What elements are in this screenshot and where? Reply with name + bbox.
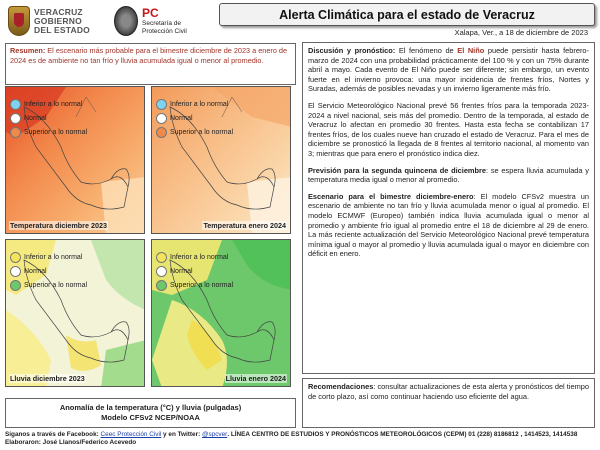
legend-label: Inferior a lo normal: [170, 100, 229, 108]
warm-dot-icon: [10, 127, 21, 138]
rain-legend: [156, 250, 233, 292]
smn-paragraph: El Servicio Meteorológico Nacional prevé 56 frentes fríos para la temporada 2023-2024 a nivel nacional, seis más del promedio. Dentro de la temporada, al estado de Veracruz lo afectan en promedio 30 frentes. Hasta esta fecha se contabilizan 17 frentes fríos, de los cuales nueve han cruzado el estado de Veracruz. Para el mes de diciembre se pronosticó la llegada de 8 frentes al territorio nacional, al momento van 3; mientras que para enero el pronóstico indica diez.: [308, 100, 589, 158]
escenario-label: Escenario para el bimestre diciembre-enero: [308, 191, 474, 201]
summary-text: El escenario más probable para el bimestre diciembre de 2023 a enero de 2024 es de ambiente no tan frío y lluvia acumulada igual o menor al promedio.: [10, 46, 288, 65]
logo-line-2: GOBIERNO: [34, 15, 82, 26]
proteccion-civil-emblem-icon: [114, 6, 138, 36]
map-title: Lluvia diciembre 2023: [10, 374, 85, 383]
legend-normal: [156, 264, 233, 278]
footer-follow-text: Síganos a través de Facebook:: [5, 431, 101, 438]
legend-label: Superior a lo normal: [24, 281, 88, 289]
recommendations-label: Recomendaciones: [308, 382, 374, 391]
discussion-paragraph: [308, 46, 589, 94]
legend-below-normal: [10, 97, 87, 111]
veracruz-government-logo: [8, 3, 108, 39]
footer-phone-text: . LÍNEA CENTRO DE ESTUDIOS Y PRONÓSTICOS METEOROLÓGICOS (CEPM) 01 (228) 8186812 , 1414523, 1414538: [227, 431, 578, 438]
neutral-dot-icon: [10, 113, 21, 124]
legend-label: Superior a lo normal: [170, 128, 234, 136]
map-temperature-december: [5, 86, 145, 234]
footer-twitter-text: y en Twitter:: [161, 431, 202, 438]
legend-above-normal: [156, 125, 233, 139]
legend-above-normal: [10, 125, 87, 139]
summary-box: [5, 43, 296, 85]
quincena-label: Previsión para la segunda quincena de diciembre: [308, 165, 487, 175]
map-title: Temperatura enero 2024: [203, 221, 286, 230]
footer-authors: Elaboraron: José Llanos/Federico Acevedo: [5, 439, 137, 446]
legend-above-normal: [10, 278, 87, 292]
neutral-dot-icon: [156, 113, 167, 124]
page-title: Alerta Climática para el estado de Veracruz: [279, 7, 535, 22]
neutral-dot-icon: [156, 266, 167, 277]
legend-label: Normal: [24, 267, 47, 275]
map-temperature-january: [151, 86, 291, 234]
facebook-link[interactable]: Ceec Protección Civil: [100, 431, 162, 438]
el-nino-highlight: El Niño: [457, 46, 485, 55]
map-rain-january: [151, 239, 291, 387]
issue-date: Xalapa, Ver., a 18 de diciembre de 2023: [454, 28, 588, 37]
government-logo-text: [34, 8, 90, 35]
coat-of-arms-icon: [8, 6, 30, 36]
discussion-text-1: El fenómeno de: [395, 46, 458, 55]
escenario-text: : El modelo CFSv2 muestra un escenario de ambiente no tan frío y lluvia acumulada menor o igual al promedio. El modelo ECMWF (Europeo) también indica lluvia acumulada igual o menor al promedio y ambiente frío igual al promedio entre el 18 de diciembre al 29 de enero. La más reciente actualización del Servicio Meteorológico Nacional prevé temperatura mínima igual o mayor al promedio y lluvia acumulada igual o mayor en diciembre con déficit en enero.: [308, 191, 589, 259]
twitter-link[interactable]: @spcver: [202, 431, 228, 438]
footer-contact-line: [5, 431, 595, 439]
legend-above-normal: [156, 278, 233, 292]
summary-label: Resumen:: [10, 46, 46, 55]
legend-label: Inferior a lo normal: [24, 100, 83, 108]
rain-legend: [10, 250, 87, 292]
caption-line-2: Modelo CFSv2 NCEP/NOAA: [101, 413, 200, 422]
legend-below-normal: [156, 97, 233, 111]
forecast-maps: [5, 86, 296, 396]
pc-logo-text: [142, 7, 187, 35]
legend-label: Normal: [24, 114, 47, 122]
legend-normal: [10, 111, 87, 125]
dry-dot-icon: [156, 252, 167, 263]
quincena-text: : se espera lluvia acumulada y temperatura media igual o menor al promedio.: [308, 165, 589, 185]
cool-dot-icon: [156, 99, 167, 110]
legend-label: Inferior a lo normal: [170, 253, 229, 261]
map-title: Temperatura diciembre 2023: [10, 221, 107, 230]
temperature-legend: [10, 97, 87, 139]
wet-dot-icon: [156, 280, 167, 291]
caption-line-1: Anomalía de la temperatura (°C) y lluvia (pulgadas): [59, 403, 242, 412]
discussion-panel: [302, 42, 595, 374]
logo-line-3: DEL ESTADO: [34, 24, 90, 35]
wet-dot-icon: [10, 280, 21, 291]
map-rain-december: [5, 239, 145, 387]
header: [0, 0, 600, 44]
recommendations-panel: [302, 378, 595, 428]
neutral-dot-icon: [10, 266, 21, 277]
recommendations-text: : consultar actualizaciones de esta alerta y pronósticos del tiempo de corto plazo, así como continuar haciendo uso eficiente del agua.: [308, 382, 589, 401]
footer: [5, 431, 595, 447]
pc-short: PC: [142, 6, 159, 20]
legend-label: Normal: [170, 114, 193, 122]
proteccion-civil-logo: [114, 3, 214, 39]
legend-normal: [10, 264, 87, 278]
quincena-paragraph: [308, 166, 589, 185]
escenario-paragraph: [308, 192, 589, 259]
pc-line-1: Secretaría de: [142, 20, 182, 27]
temperature-legend: [156, 97, 233, 139]
discussion-text-2: puede persistir hasta febrero-marzo de 2024 con una probabilidad prácticamente del 100 % y con un 75% durante abril a mayo. Cada evento de El Niño puede ser diferente; sin embargo, un evento fuerte en el invierno provoca: una mayor incidencia de frentes fríos, Nortes y Suradas, además de posibles nevadas y un invierno ligeramente más frío.: [308, 46, 589, 94]
title-box: [219, 3, 595, 26]
legend-label: Superior a lo normal: [170, 281, 234, 289]
legend-normal: [156, 111, 233, 125]
pc-line-2: Protección Civil: [142, 27, 187, 35]
cool-dot-icon: [10, 99, 21, 110]
warm-dot-icon: [156, 127, 167, 138]
map-title: Lluvia enero 2024: [225, 374, 286, 383]
legend-label: Inferior a lo normal: [24, 253, 83, 261]
legend-label: Superior a lo normal: [24, 128, 88, 136]
discussion-label: Discusión y pronóstico:: [308, 46, 396, 55]
logo-line-1: VERACRUZ: [34, 6, 83, 17]
dry-dot-icon: [10, 252, 21, 263]
legend-label: Normal: [170, 267, 193, 275]
maps-caption: [5, 398, 296, 428]
legend-below-normal: [156, 250, 233, 264]
legend-below-normal: [10, 250, 87, 264]
